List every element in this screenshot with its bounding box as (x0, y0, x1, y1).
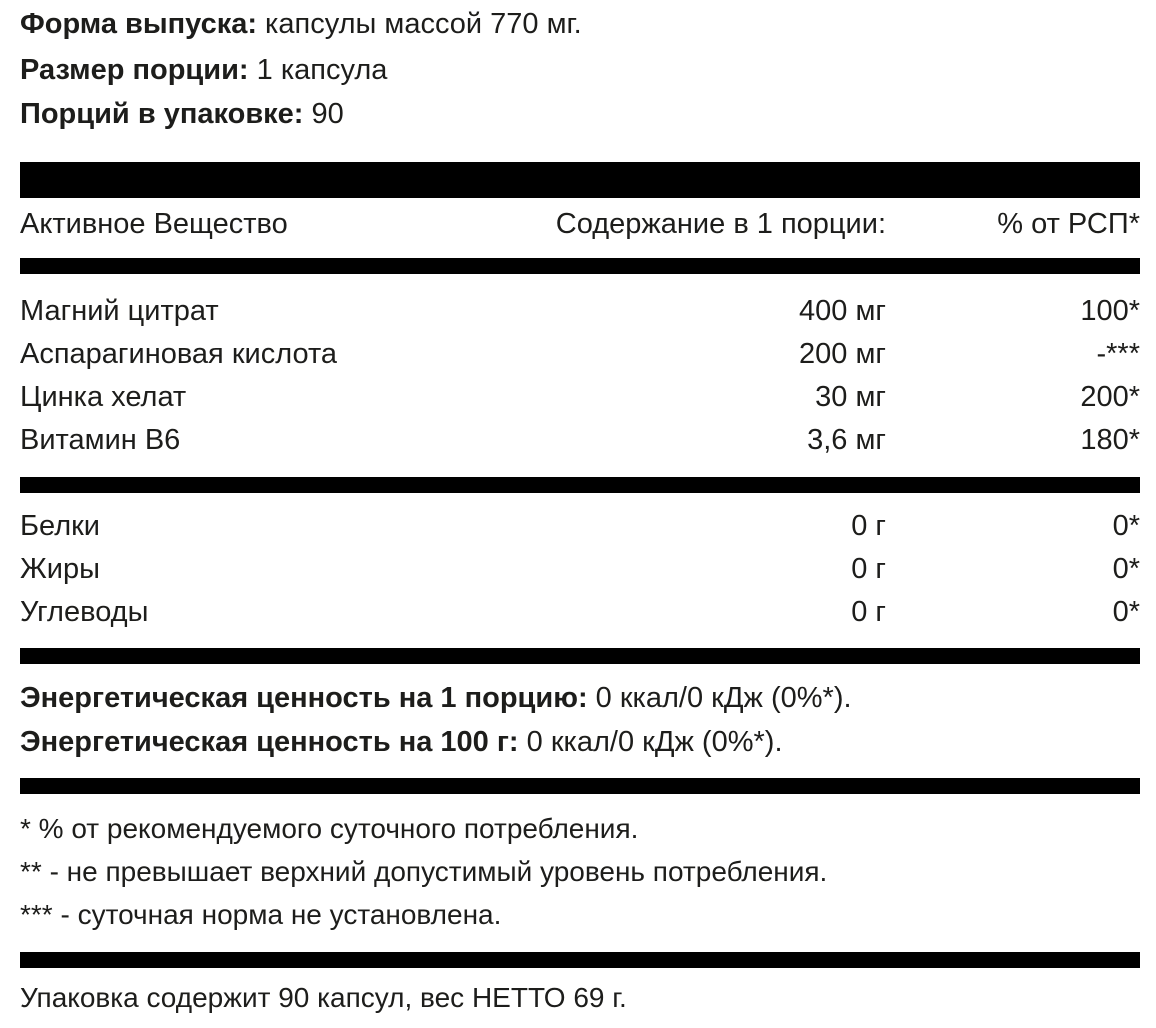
servings-per-package-label: Порций в упаковке: (20, 98, 304, 130)
energy-per-serving-line (20, 680, 1140, 716)
header-content-per-serving: Содержание в 1 порции: (555, 208, 886, 240)
table-row (20, 334, 1140, 374)
servings-per-package-value: 90 (303, 98, 344, 130)
row-percent: 0* (1112, 596, 1140, 628)
table-row (20, 549, 1140, 589)
row-name: Жиры (20, 553, 100, 585)
row-percent: 0* (1112, 510, 1140, 542)
energy-per-100g-value: 0 ккал/0 кДж (0%*). (518, 726, 783, 758)
row-percent: 200* (1080, 381, 1140, 413)
row-name: Цинка хелат (20, 381, 187, 413)
release-form-line (20, 6, 1140, 42)
row-percent: 180* (1080, 424, 1140, 456)
footnote-upper-limit: ** - не превышает верхний допустимый уровень потребления. (20, 856, 828, 887)
serving-size-line (20, 52, 1140, 88)
row-amount: 0 г (851, 596, 886, 628)
serving-size-label: Размер порции: (20, 54, 249, 86)
energy-divider (20, 778, 1140, 794)
release-form-value: капсулы массой 770 мг. (257, 8, 582, 40)
row-percent: 0* (1112, 553, 1140, 585)
macros-divider (20, 648, 1140, 664)
table-row (20, 506, 1140, 546)
row-percent: -*** (1096, 338, 1140, 370)
row-amount: 3,6 мг (807, 424, 886, 456)
table-row (20, 377, 1140, 417)
row-percent: 100* (1080, 295, 1140, 327)
row-name: Белки (20, 510, 101, 542)
row-amount: 0 г (851, 553, 886, 585)
footnote-norm-not-set: *** - суточная норма не установлена. (20, 899, 502, 930)
energy-per-serving-value: 0 ккал/0 кДж (0%*). (587, 682, 852, 714)
row-name: Аспарагиновая кислота (20, 338, 338, 370)
row-amount: 0 г (851, 510, 886, 542)
row-amount: 200 мг (799, 338, 886, 370)
energy-per-100g-line (20, 724, 1140, 760)
footnotes-divider (20, 952, 1140, 968)
header-percent-rda: % от РСП* (997, 208, 1140, 240)
serving-size-value: 1 капсула (248, 54, 388, 86)
header-divider (20, 258, 1140, 274)
row-name: Витамин В6 (20, 424, 181, 456)
table-row (20, 592, 1140, 632)
table-top-bar (20, 162, 1140, 198)
actives-divider (20, 477, 1140, 493)
footnote-rda: * % от рекомендуемого суточного потребления. (20, 813, 639, 844)
row-name: Магний цитрат (20, 295, 219, 327)
release-form-label: Форма выпуска: (20, 8, 257, 40)
table-header-row (20, 204, 1140, 244)
servings-per-package-line (20, 96, 1140, 132)
package-content-note: Упаковка содержит 90 капсул, вес НЕТТО 69 г. (20, 982, 627, 1013)
header-active-substance: Активное Вещество (20, 208, 288, 240)
table-row (20, 291, 1140, 331)
row-amount: 30 мг (815, 381, 886, 413)
energy-per-serving-label: Энергетическая ценность на 1 порцию: (20, 682, 588, 714)
table-row (20, 420, 1140, 460)
row-amount: 400 мг (799, 295, 886, 327)
row-name: Углеводы (20, 596, 149, 628)
energy-per-100g-label: Энергетическая ценность на 100 г: (20, 726, 519, 758)
